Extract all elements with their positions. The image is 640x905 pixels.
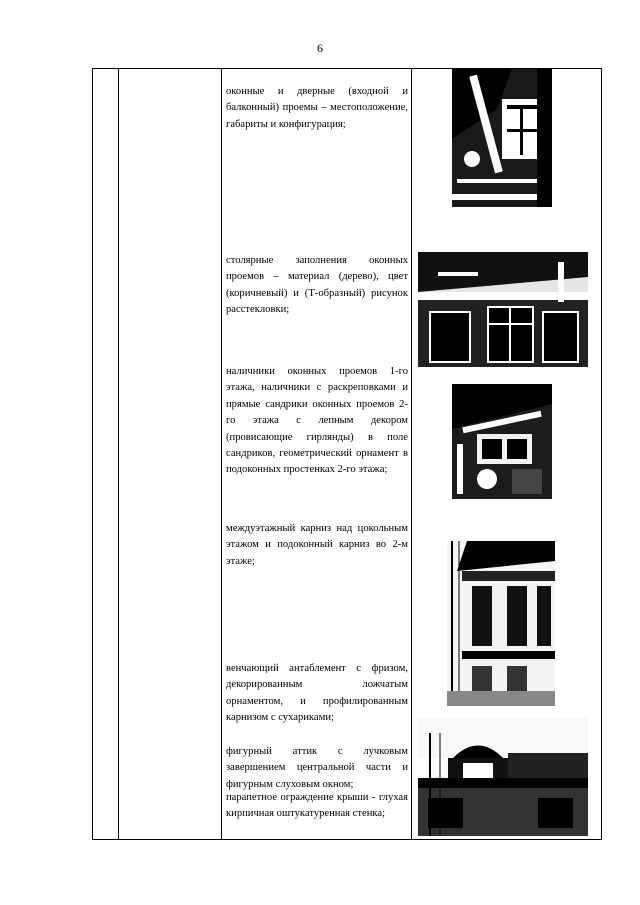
item-attic: фигурный аттик с лучковым завершением центральной части и фигурным слуховым окном; bbox=[226, 746, 408, 790]
photo-window-opening bbox=[452, 69, 552, 207]
table-col-border-1 bbox=[92, 68, 93, 840]
item-openings: оконные и дверные (входной и балконный) проемы – местоположение, габариты и конфигурация; bbox=[226, 86, 408, 130]
photo-window-joinery bbox=[418, 252, 588, 367]
table-bottom-border bbox=[92, 839, 602, 840]
item-cornices: междуэтажный карниз над цокольным этажом и подоконный карниз во 2-м этаже; bbox=[226, 523, 408, 567]
item-window-fillings: столярные заполнения оконных проемов – материал (дерево), цвет (коричневый) и (Т-образный) рисунок расстекловки; bbox=[226, 255, 408, 316]
item-parapet: парапетное ограждение крыши - глухая кирпичная оштукатуренная стенка; bbox=[226, 792, 408, 820]
photo-window-trims bbox=[452, 384, 552, 499]
table-col-border-5 bbox=[601, 68, 602, 840]
item-entablature: венчающий антаблемент с фризом, декорированным ложчатым орнаментом, и профилированным карнизом с сухариками; bbox=[226, 663, 408, 724]
item-window-trims: наличники оконных проемов 1-го этажа, наличники с раскреповками и прямые сандрики оконных проемов 2-го этажа с лепным декором (провисающие гирлянды) в поле сандриков, геометрический орнамент в подоконных простенках 2-го этажа; bbox=[226, 366, 408, 476]
page-number: 6 bbox=[317, 41, 323, 55]
photo-facade-cornices bbox=[447, 541, 555, 706]
table-col-border-4 bbox=[411, 68, 412, 840]
table-col-border-2 bbox=[118, 68, 119, 840]
table-col-border-3 bbox=[221, 68, 222, 840]
photo-attic-parapet bbox=[418, 718, 588, 836]
